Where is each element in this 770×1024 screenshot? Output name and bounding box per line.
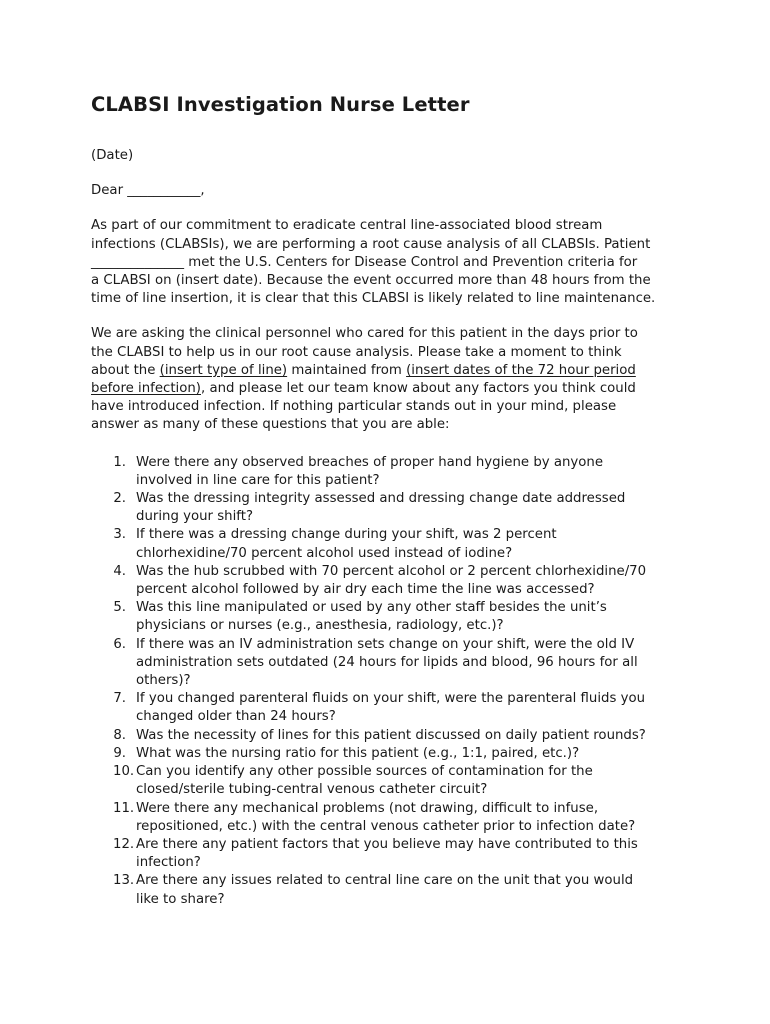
letter-date: (Date) — [91, 148, 134, 163]
letter-greeting: Dear ___________, — [91, 183, 205, 199]
paragraph-line — [91, 362, 691, 380]
question-item — [91, 490, 691, 526]
paragraph-line: As part of our commitment to eradicate central line-associated blood stream — [91, 218, 603, 234]
question-number: 10. — [113, 764, 135, 780]
question-text-line: physicians or nurses (e.g., anesthesia, radiology, etc.)? — [136, 618, 504, 634]
paragraph-line: infections (CLABSIs), we are performing a root cause analysis of all CLABSIs. Patient — [91, 236, 651, 252]
question-text-line: percent alcohol followed by air dry each time the line was accessed? — [136, 582, 595, 598]
question-number: 3. — [113, 527, 126, 543]
question-text-line: during your shift? — [136, 509, 254, 525]
question-item — [91, 636, 691, 691]
insert-dates-placeholder: (insert dates of the 72 hour period — [406, 362, 636, 378]
paragraph-line — [91, 380, 691, 398]
text-segment: about the — [91, 362, 160, 378]
question-item — [91, 745, 691, 763]
question-number: 8. — [113, 727, 126, 743]
paragraph-line: the CLABSI to help us in our root cause analysis. Please take a moment to think — [91, 344, 622, 360]
question-number: 7. — [113, 691, 126, 707]
question-item — [91, 800, 691, 836]
question-number: 12. — [113, 836, 135, 852]
question-text-line: chlorhexidine/70 percent alcohol used instead of iodine? — [136, 545, 513, 561]
question-text-line: Were there any observed breaches of proper hand hygiene by anyone — [136, 454, 604, 470]
insert-line-type-placeholder: (insert type of line) — [159, 362, 288, 378]
question-text-line: Was the dressing integrity assessed and dressing change date addressed — [136, 491, 626, 507]
question-item — [91, 763, 691, 799]
text-segment: maintained from — [287, 362, 407, 378]
question-text-line: administration sets outdated (24 hours for lipids and blood, 96 hours for all — [136, 654, 638, 670]
question-text-line: If you changed parenteral fluids on your shift, were the parenteral fluids you — [136, 691, 646, 707]
paragraph-intro — [91, 217, 691, 308]
question-number: 13. — [113, 873, 135, 889]
letter-page — [91, 92, 691, 909]
paragraph-line: ______________ met the U.S. Centers for Disease Control and Prevention criteria for — [91, 254, 638, 270]
question-text-line: Were there any mechanical problems (not drawing, difficult to infuse, — [136, 800, 599, 816]
insert-dates-placeholder-cont: before infection) — [91, 381, 201, 397]
letter-title: CLABSI Investigation Nurse Letter — [91, 93, 470, 116]
paragraph-line: a CLABSI on (insert date). Because the event occurred more than 48 hours from the — [91, 273, 651, 289]
question-item — [91, 599, 691, 635]
question-text-line: closed/sterile tubing-central venous catheter circuit? — [136, 782, 488, 798]
question-item — [91, 872, 691, 908]
question-text-line: Was this line manipulated or used by any other staff besides the unit’s — [136, 600, 607, 616]
question-text-line: involved in line care for this patient? — [136, 472, 380, 488]
question-text-line: Was the hub scrubbed with 70 percent alcohol or 2 percent chlorhexidine/70 — [136, 563, 647, 579]
question-text-line: Was the necessity of lines for this patient discussed on daily patient rounds? — [136, 727, 646, 743]
question-number: 6. — [113, 636, 126, 652]
question-item — [91, 727, 691, 745]
questions-list — [91, 454, 691, 909]
paragraph-request — [91, 325, 691, 434]
question-text-line: like to share? — [136, 891, 225, 907]
question-text-line: repositioned, etc.) with the central venous catheter prior to infection date? — [136, 818, 636, 834]
question-item — [91, 454, 691, 490]
question-item — [91, 563, 691, 599]
question-number: 9. — [113, 745, 126, 761]
paragraph-line: time of line insertion, it is clear that this CLABSI is likely related to line maintenance. — [91, 291, 656, 307]
text-segment: , and please let our team know about any factors you think could — [200, 381, 636, 397]
question-number: 4. — [113, 563, 126, 579]
question-number: 11. — [113, 800, 135, 816]
paragraph-line: have introduced infection. If nothing particular stands out in your mind, please — [91, 399, 617, 415]
question-text-line: Are there any patient factors that you believe may have contributed to this — [136, 836, 638, 852]
question-text-line: Can you identify any other possible sources of contamination for the — [136, 764, 593, 780]
question-number: 5. — [113, 600, 126, 616]
question-number: 1. — [113, 454, 126, 470]
question-item — [91, 526, 691, 562]
question-text-line: changed older than 24 hours? — [136, 709, 336, 725]
question-text-line: infection? — [136, 855, 201, 871]
question-number: 2. — [113, 491, 126, 507]
question-text-line: If there was a dressing change during your shift, was 2 percent — [136, 527, 557, 543]
paragraph-line: We are asking the clinical personnel who cared for this patient in the days prior to — [91, 326, 638, 342]
question-item — [91, 690, 691, 726]
question-text-line: If there was an IV administration sets change on your shift, were the old IV — [136, 636, 635, 652]
question-item — [91, 836, 691, 872]
question-text-line: Are there any issues related to central line care on the unit that you would — [136, 873, 634, 889]
question-text-line: What was the nursing ratio for this patient (e.g., 1:1, paired, etc.)? — [136, 745, 580, 761]
paragraph-line: answer as many of these questions that you are able: — [91, 417, 450, 433]
question-text-line: others)? — [136, 673, 191, 689]
